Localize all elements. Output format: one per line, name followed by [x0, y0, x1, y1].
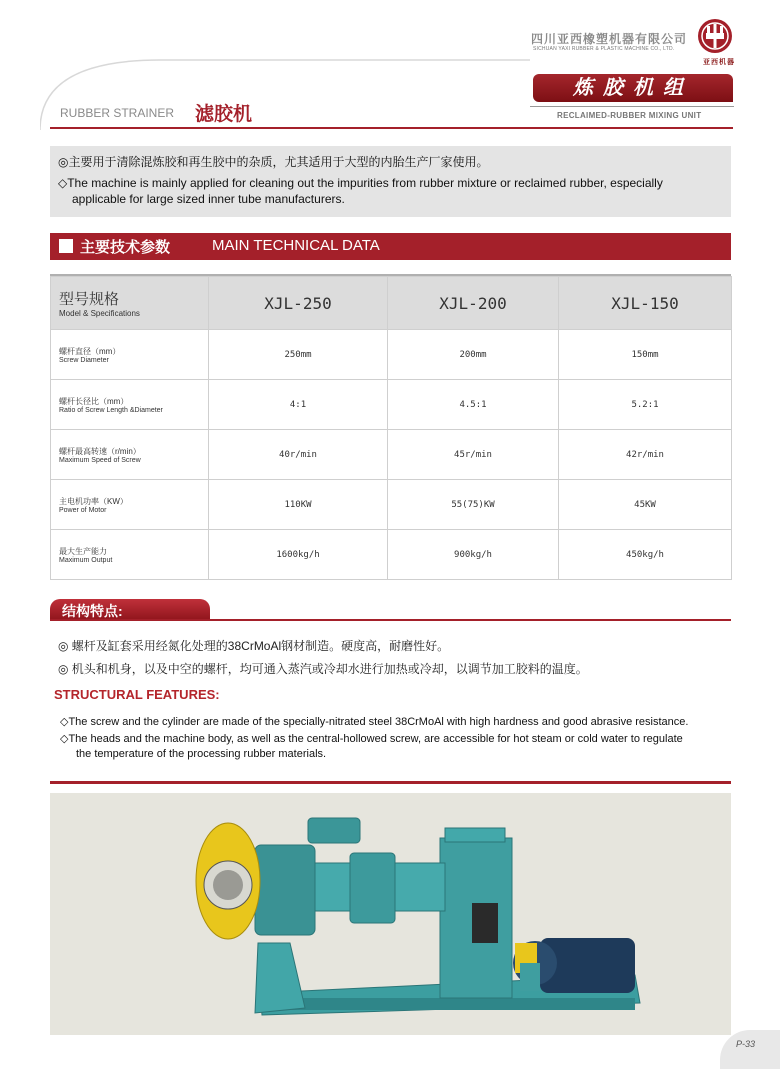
yaxi-logo-icon [697, 18, 733, 54]
feature-cn-2: ◎ 机头和机身，以及中空的螺杆，均可通入蒸汽或冷却水进行加热或冷却，以调节加工胶料的温度。 [58, 662, 588, 676]
category-title-cn: 炼胶机组 [573, 77, 693, 99]
technical-data-title-en: MAIN TECHNICAL DATA [212, 237, 380, 254]
photo-rule [50, 781, 731, 784]
row-label [51, 330, 209, 380]
table-cell: 110KW [209, 480, 388, 530]
row-label-en: Ratio of Screw Length &Diameter [59, 406, 163, 414]
logo-subtitle: 亚西机器 [703, 59, 735, 66]
company-name-en: SICHUAN YAXI RUBBER & PLASTIC MACHINE CO., LTD. [533, 46, 675, 52]
table-cell: 150mm [559, 330, 732, 380]
table-row [51, 430, 732, 480]
table-cell: 55(75)KW [388, 480, 559, 530]
row-label-cn: 螺杆直径（mm） [59, 346, 121, 356]
table-cell: 900kg/h [388, 530, 559, 580]
specs-table [50, 276, 732, 580]
square-bullet-icon [59, 239, 73, 253]
row-label-en: Maximum Speed of Screw [59, 456, 141, 464]
page-title-cn: 滤胶机 [195, 104, 253, 125]
page-title-en: RUBBER STRAINER [60, 106, 175, 120]
table-cell: 40r/min [209, 430, 388, 480]
intro-text-en-2: applicable for large sized inner tube manufacturers. [72, 192, 345, 206]
model-name: XJL-250 [209, 277, 388, 330]
row-label-en: Screw Diameter [59, 356, 109, 364]
row-label-cn: 主电机功率（KW） [59, 496, 128, 506]
category-underline [530, 106, 734, 107]
feature-en-2: ◇The heads and the machine body, as well as the central-hollowed screw, are accessible for hot steam or cold water to regulate [60, 733, 683, 745]
row-label-en: Maximum Output [59, 556, 113, 564]
header-label-cn: 型号规格 [59, 291, 120, 308]
category-title-en: RECLAIMED-RUBBER MIXING UNIT [557, 111, 702, 120]
table-cell: 250mm [209, 330, 388, 380]
feature-cn-1: ◎ 螺杆及缸套采用经氮化处理的38CrMoAl钢材制造。硬度高，耐磨性好。 [58, 639, 450, 653]
table-row [51, 480, 732, 530]
table-header-row [51, 277, 732, 330]
row-label [51, 480, 209, 530]
machine-photo [50, 793, 731, 1035]
row-label-en: Power of Motor [59, 506, 107, 514]
model-name: XJL-150 [559, 277, 732, 330]
structure-rule [50, 619, 731, 621]
feature-en-1: ◇The screw and the cylinder are made of the specially-nitrated steel 38CrMoAl with high hardness and good abrasive resistance. [60, 716, 689, 728]
table-cell: 42r/min [559, 430, 732, 480]
row-label [51, 530, 209, 580]
row-label [51, 380, 209, 430]
feature-en-3: the temperature of the processing rubber materials. [76, 748, 327, 760]
intro-box [50, 146, 731, 217]
table-header-label [51, 277, 209, 330]
header-label-en: Model & Specifications [59, 309, 140, 318]
table-cell: 200mm [388, 330, 559, 380]
table-cell: 4.5:1 [388, 380, 559, 430]
structural-features-title: STRUCTURAL FEATURES: [54, 687, 220, 702]
technical-data-title-cn: 主要技术参数 [80, 239, 171, 256]
title-rule [50, 127, 733, 129]
intro-text-cn: ◎主要用于清除混炼胶和再生胶中的杂质，尤其适用于大型的内胎生产厂家使用。 [58, 155, 489, 169]
table-cell: 450kg/h [559, 530, 732, 580]
intro-text-en-1: ◇The machine is mainly applied for cleaning out the impurities from rubber mixture or reclaimed rubber, especially [58, 176, 663, 190]
table-row [51, 530, 732, 580]
table-cell: 5.2:1 [559, 380, 732, 430]
table-cell: 45r/min [388, 430, 559, 480]
page-number-tab [720, 1030, 780, 1069]
table-row [51, 330, 732, 380]
row-label-cn: 螺杆长径比（mm） [59, 396, 129, 406]
rubber-strainer-machine-illustration [50, 793, 731, 1035]
row-label [51, 430, 209, 480]
table-row [51, 380, 732, 430]
row-label-cn: 螺杆最高转速（r/min） [59, 446, 141, 456]
structure-tab-label: 结构特点: [62, 603, 123, 619]
company-name-cn: 四川亚西橡塑机器有限公司 [531, 32, 688, 46]
page-number: P-33 [736, 1039, 756, 1049]
table-cell: 45KW [559, 480, 732, 530]
model-name: XJL-200 [388, 277, 559, 330]
table-cell: 1600kg/h [209, 530, 388, 580]
table-cell: 4:1 [209, 380, 388, 430]
row-label-cn: 最大生产能力 [59, 546, 107, 556]
